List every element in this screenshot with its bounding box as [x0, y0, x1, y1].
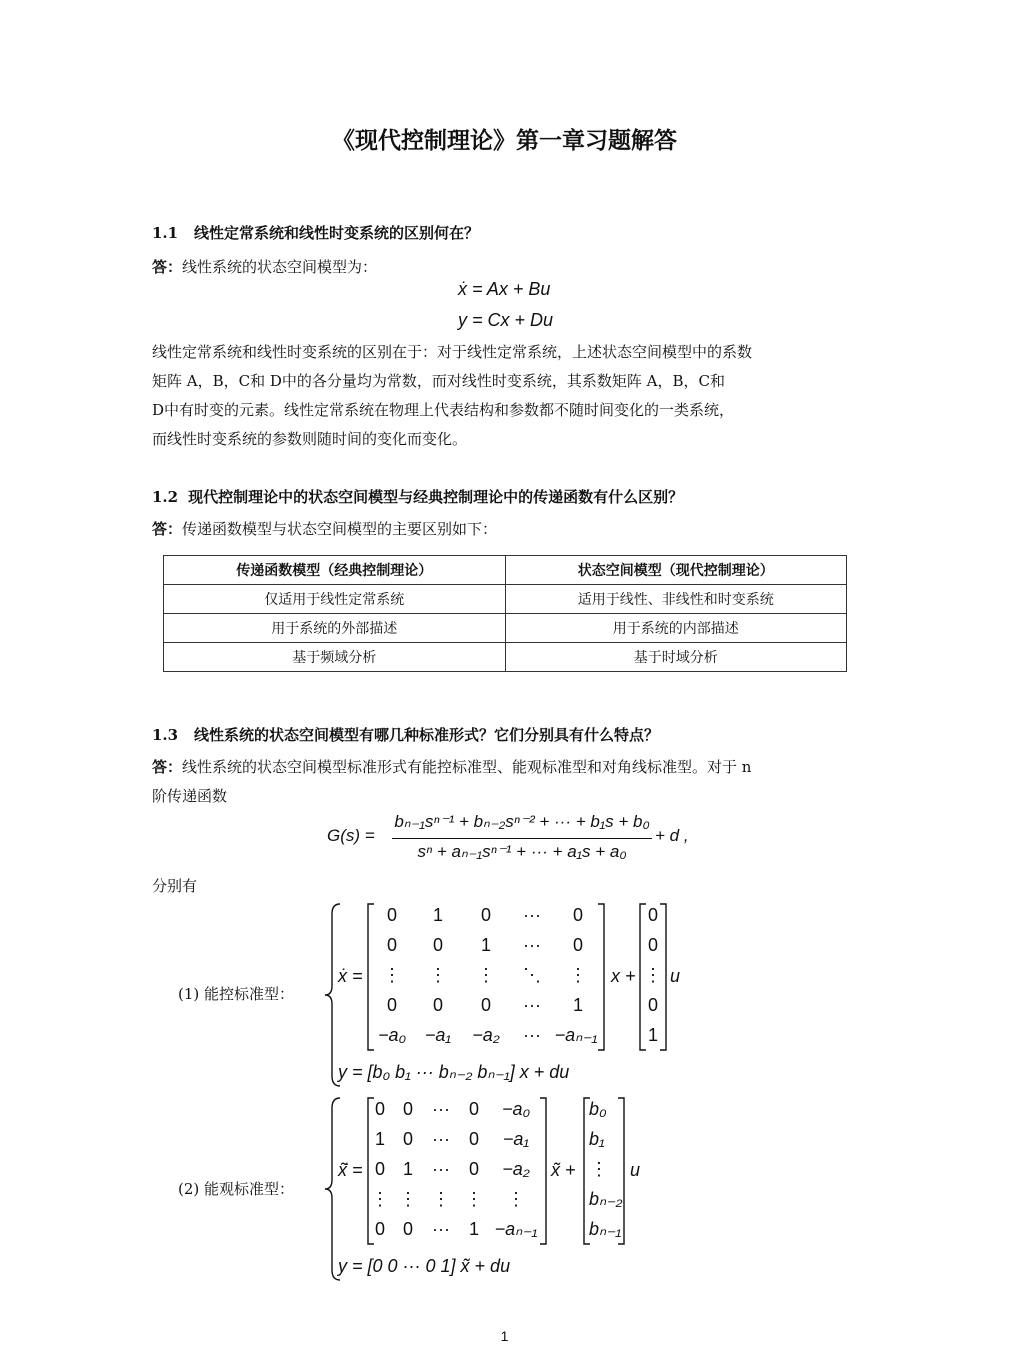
vector-cell: 1 [647, 1025, 658, 1045]
matrix-cell: ⋮ [507, 1189, 525, 1209]
fraction-bar [392, 838, 652, 839]
table-cell: 用于系统的外部描述 [164, 614, 506, 643]
matrix-cell: 0 [468, 1129, 479, 1149]
matrix-cell: −a₂ [472, 1025, 500, 1045]
vector-cell: 0 [647, 995, 658, 1015]
table-row [164, 614, 847, 643]
matrix-cell: ⋮ [465, 1189, 483, 1209]
matrix-cell: −a₀ [501, 1099, 531, 1119]
transfer-function-numerator: bₙ₋₁sⁿ⁻¹ + bₙ₋₂sⁿ⁻² + ··· + b₁s + b₀ [394, 812, 650, 831]
form-2-A-matrix [366, 1097, 548, 1245]
matrix-cell: 0 [402, 1129, 413, 1149]
matrix-cell: ··· [523, 905, 541, 925]
table-row [164, 643, 847, 672]
answer-intro: 线性系统的状态空间模型为： [182, 258, 378, 276]
transfer-function-lhs: G(s) = [327, 826, 375, 845]
form-2-x-plus: x̃ + [551, 1160, 576, 1180]
matrix-cell: ··· [523, 995, 541, 1015]
matrix-cell: 0 [432, 935, 443, 955]
matrix-cell: ··· [432, 1159, 450, 1179]
matrix-cell: ⋮ [399, 1189, 417, 1209]
answer-label: 答： [152, 758, 183, 776]
matrix-cell: 0 [374, 1159, 385, 1179]
matrix-cell: 0 [386, 905, 397, 925]
matrix-cell: 0 [386, 935, 397, 955]
question-1-2 [152, 486, 683, 507]
matrix-cell: 0 [386, 995, 397, 1015]
matrix-cell: ··· [523, 1025, 541, 1045]
left-brace-icon [322, 902, 344, 1088]
matrix-cell: 0 [374, 1219, 385, 1239]
question-1-1 [152, 222, 479, 243]
page-number: 1 [500, 1328, 509, 1344]
matrix-cell: 0 [572, 935, 583, 955]
answer-1-1-line-4: 而线性时变系统的参数则随时间的变化而变化。 [152, 430, 468, 448]
matrix-cell: 1 [374, 1129, 385, 1149]
form-1-u: u [670, 966, 681, 986]
matrix-cell: ··· [523, 935, 541, 955]
form-2-B-vector [582, 1097, 626, 1245]
matrix-cell: ⋮ [383, 965, 401, 985]
question-text: 线性定常系统和线性时变系统的区别何在？ [194, 224, 480, 242]
question-1-3 [152, 724, 659, 745]
transfer-function-tail: + d , [655, 826, 689, 845]
answer-1-1-line-1: 线性定常系统和线性时变系统的区别在于：对于线性定常系统，上述状态空间模型中的系数 [152, 343, 753, 361]
left-brace-icon [322, 1096, 344, 1282]
answer-1-1-line-2: 矩阵 A，B，C和 D中的各分量均为常数，而对线性时变系统，其系数矩阵 A，B，C和 [152, 372, 725, 390]
matrix-cell: 1 [402, 1159, 413, 1179]
question-number: 1.2 [152, 488, 179, 506]
comparison-table [163, 555, 847, 672]
vector-cell: ⋮ [644, 965, 662, 985]
form-1-output-equation: y = [b₀ b₁ ··· bₙ₋₂ bₙ₋₁] x + du [338, 1062, 570, 1082]
transfer-function-denominator: sⁿ + aₙ₋₁sⁿ⁻¹ + ··· + a₁s + a₀ [417, 842, 627, 861]
page-title: 《现代控制理论》第一章习题解答 [332, 128, 677, 154]
matrix-cell: −a₁ [502, 1129, 530, 1149]
vector-cell: bₙ₋₁ [589, 1219, 622, 1239]
matrix-cell: −a₂ [502, 1159, 530, 1179]
answer-1-2-intro [152, 515, 497, 544]
question-text: 线性系统的状态空间模型有哪几种标准形式？它们分别具有什么特点？ [194, 726, 660, 744]
matrix-cell: 0 [480, 905, 491, 925]
form-2-output-equation: y = [0 0 ··· 0 1] x̃ + du [338, 1256, 511, 1276]
matrix-cell: −aₙ₋₁ [494, 1219, 538, 1239]
matrix-cell: ··· [432, 1219, 450, 1239]
output-equation: y = Cx + Du [458, 310, 554, 330]
matrix-cell: −a₁ [424, 1025, 452, 1045]
matrix-cell: ··· [432, 1099, 450, 1119]
matrix-cell: 0 [468, 1099, 479, 1119]
answer-1-1-line-3: D中有时变的元素。线性定常系统在物理上代表结构和参数都不随时间变化的一类系统， [152, 401, 735, 419]
vector-cell: b₀ [589, 1099, 607, 1119]
question-text: 现代控制理论中的状态空间模型与经典控制理论中的传递函数有什么区别？ [188, 488, 684, 506]
table-header-row [164, 556, 847, 585]
matrix-cell: 0 [402, 1219, 413, 1239]
answer-label: 答： [152, 520, 183, 538]
matrix-cell: 0 [572, 905, 583, 925]
question-number: 1.3 [152, 726, 179, 744]
vector-cell: bₙ₋₂ [589, 1189, 623, 1209]
answer-1-3-line-1 [152, 753, 751, 782]
table-cell: 基于时域分析 [505, 643, 847, 672]
matrix-cell: −aₙ₋₁ [554, 1025, 598, 1045]
matrix-cell: 1 [432, 905, 443, 925]
form-1-xdot: ẋ = [338, 966, 363, 986]
table-cell: 适用于线性、非线性和时变系统 [505, 585, 847, 614]
matrix-cell: ⋮ [432, 1189, 450, 1209]
answer-text: 线性系统的状态空间模型标准形式有能控标准型、能观标准型和对角线标准型。对于 n [182, 758, 752, 776]
matrix-cell: 0 [374, 1099, 385, 1119]
vector-cell: b₁ [589, 1129, 605, 1149]
form-2-u: u [630, 1160, 641, 1180]
answer-1-3-line-2: 阶传递函数 [152, 787, 228, 805]
answer-1-1-intro [152, 253, 377, 282]
answer-label: 答： [152, 258, 183, 276]
form-1-label: (1) 能控标准型： [178, 985, 295, 1003]
vector-cell: 0 [647, 905, 658, 925]
table-cell: 仅适用于线性定常系统 [164, 585, 506, 614]
matrix-cell: −a₀ [377, 1025, 407, 1045]
matrix-cell: ⋮ [429, 965, 447, 985]
form-2-label: (2) 能观标准型： [178, 1180, 295, 1198]
matrix-cell: ⋮ [477, 965, 495, 985]
matrix-cell: 0 [468, 1159, 479, 1179]
table-header-cell: 状态空间模型（现代控制理论） [505, 556, 847, 585]
state-equation: ẋ = Ax + Bu [458, 279, 551, 299]
question-number: 1.1 [152, 224, 179, 242]
matrix-cell: 0 [480, 995, 491, 1015]
respectively-text: 分别有 [152, 877, 198, 895]
form-1-x-plus: x + [611, 966, 636, 986]
matrix-cell: 0 [432, 995, 443, 1015]
matrix-cell: ⋮ [569, 965, 587, 985]
matrix-cell: 1 [572, 995, 583, 1015]
form-1-B-vector [638, 903, 668, 1051]
matrix-cell: ⋮ [371, 1189, 389, 1209]
table-row [164, 585, 847, 614]
matrix-cell: ··· [432, 1129, 450, 1149]
matrix-cell: 0 [402, 1099, 413, 1119]
matrix-cell: 1 [468, 1219, 479, 1239]
matrix-cell: ⋱ [523, 965, 541, 985]
table-header-cell: 传递函数模型（经典控制理论） [164, 556, 506, 585]
form-2-xdot: x̃̇ = [338, 1160, 363, 1180]
answer-intro: 传递函数模型与状态空间模型的主要区别如下： [182, 520, 498, 538]
vector-cell: ⋮ [590, 1159, 608, 1179]
vector-cell: 0 [647, 935, 658, 955]
form-1-A-matrix [366, 903, 606, 1051]
table-cell: 用于系统的内部描述 [505, 614, 847, 643]
table-cell: 基于频域分析 [164, 643, 506, 672]
matrix-cell: 1 [480, 935, 491, 955]
